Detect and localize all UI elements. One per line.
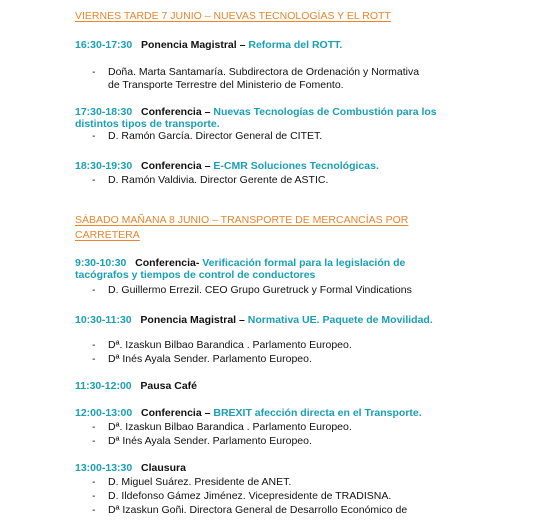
session-type: Clausura: [140, 462, 186, 474]
speaker-text: D. Ramón García. Director General de CITET.: [108, 130, 323, 142]
speaker-item: [92, 339, 522, 352]
session-time: 9:30-10:30: [75, 257, 127, 269]
session-type: Conferencia –: [140, 407, 211, 419]
session-time: 11:30-12:00: [75, 380, 132, 392]
speaker-text: D. Guillermo Errezil. CEO Grupo Guretruck y Formal Vindications: [108, 284, 412, 296]
bullet-dash: -: [92, 339, 96, 351]
session-type: Ponencia Magistral –: [140, 314, 245, 326]
session-nuevas-tecnologias: [75, 106, 470, 130]
session-topic: Nuevas Tecnologías de Combustión para los distintos tipos de transporte.: [75, 106, 437, 130]
session-reforma-rott: [75, 39, 495, 51]
speaker-item: [92, 130, 522, 143]
bullet-dash: -: [92, 421, 96, 433]
speaker-item: [92, 66, 432, 91]
session-time: 16:30-17:30: [75, 39, 133, 51]
speaker-item: [92, 421, 522, 434]
bullet-dash: -: [92, 284, 96, 296]
bullet-dash: -: [92, 490, 96, 502]
day-heading-saturday: SÁBADO MAÑANA 8 JUNIO – TRANSPORTE DE MERCANCÍAS POR: [75, 214, 409, 226]
speaker-text: Dª. Izaskun Bilbao Barandica . Parlamento Europeo.: [108, 421, 352, 433]
session-type: Pausa Café: [140, 380, 198, 392]
session-brexit: [75, 407, 495, 419]
bullet-dash: -: [92, 504, 96, 516]
day-heading-friday: VIERNES TARDE 7 JUNIO – NUEVAS TECNOLOGÍAS Y EL ROTT: [75, 10, 391, 22]
speaker-item: [92, 476, 522, 489]
bullet-dash: -: [92, 476, 96, 488]
bullet-dash: -: [92, 353, 96, 365]
speaker-text: D. Ildefonso Gámez Jiménez. Vicepresidente de TRADISNA.: [108, 490, 392, 502]
session-ecmr: [75, 160, 495, 172]
session-time: 10:30-11:30: [75, 314, 132, 326]
speaker-item: [92, 490, 522, 503]
speaker-text: Dª. Izaskun Bilbao Barandica . Parlamento Europeo.: [108, 339, 352, 351]
speaker-item: [92, 284, 522, 297]
session-type: Conferencia-: [135, 257, 200, 269]
speaker-item: [92, 353, 522, 366]
speaker-text: Dª Inés Ayala Sender. Parlamento Europeo.: [108, 435, 312, 447]
bullet-dash: -: [92, 130, 96, 142]
speaker-item: [92, 504, 522, 517]
session-time: 18:30-19:30: [75, 160, 133, 172]
session-type: Conferencia –: [140, 160, 211, 172]
speaker-item: [92, 435, 522, 448]
speaker-text: Dª Inés Ayala Sender. Parlamento Europeo.: [108, 353, 312, 365]
session-time: 13:00-13:30: [75, 462, 133, 474]
bullet-dash: -: [92, 435, 96, 447]
session-clausura: [75, 462, 495, 474]
session-normativa-ue: [75, 314, 495, 326]
session-time: 17:30-18:30: [75, 106, 133, 118]
speaker-text: Dª Izaskun Goñi. Directora General de Desarrollo Económico de: [108, 504, 408, 516]
session-topic: Reforma del ROTT.: [248, 39, 343, 51]
speaker-text: D. Ramón Valdivia. Director Gerente de ASTIC.: [108, 174, 329, 186]
session-topic: BREXIT afección directa en el Transporte.: [213, 407, 422, 419]
session-topic: Normativa UE. Paquete de Movilidad.: [247, 314, 433, 326]
bullet-dash: -: [92, 66, 96, 78]
session-type: Conferencia –: [140, 106, 211, 118]
speaker-text: D. Miguel Suárez. Presidente de ANET.: [108, 476, 292, 488]
session-topic: Verificación formal para la legislación de tacógrafos y tiempos de control de conductores: [75, 257, 406, 281]
session-type: Ponencia Magistral –: [140, 39, 246, 51]
speaker-text: Doña. Marta Santamaría. Subdirectora de Ordenación y Normativa de Transporte Terrestre del Ministerio de Fomento.: [108, 66, 420, 91]
session-time: 12:00-13:00: [75, 407, 133, 419]
speaker-item: [92, 174, 522, 187]
session-topic: E-CMR Soluciones Tecnológicas.: [213, 160, 379, 172]
bullet-dash: -: [92, 174, 96, 186]
session-pausa-cafe: [75, 380, 495, 392]
day-heading-saturday-cont: CARRETERA: [75, 229, 140, 241]
session-tacografos: [75, 257, 460, 281]
